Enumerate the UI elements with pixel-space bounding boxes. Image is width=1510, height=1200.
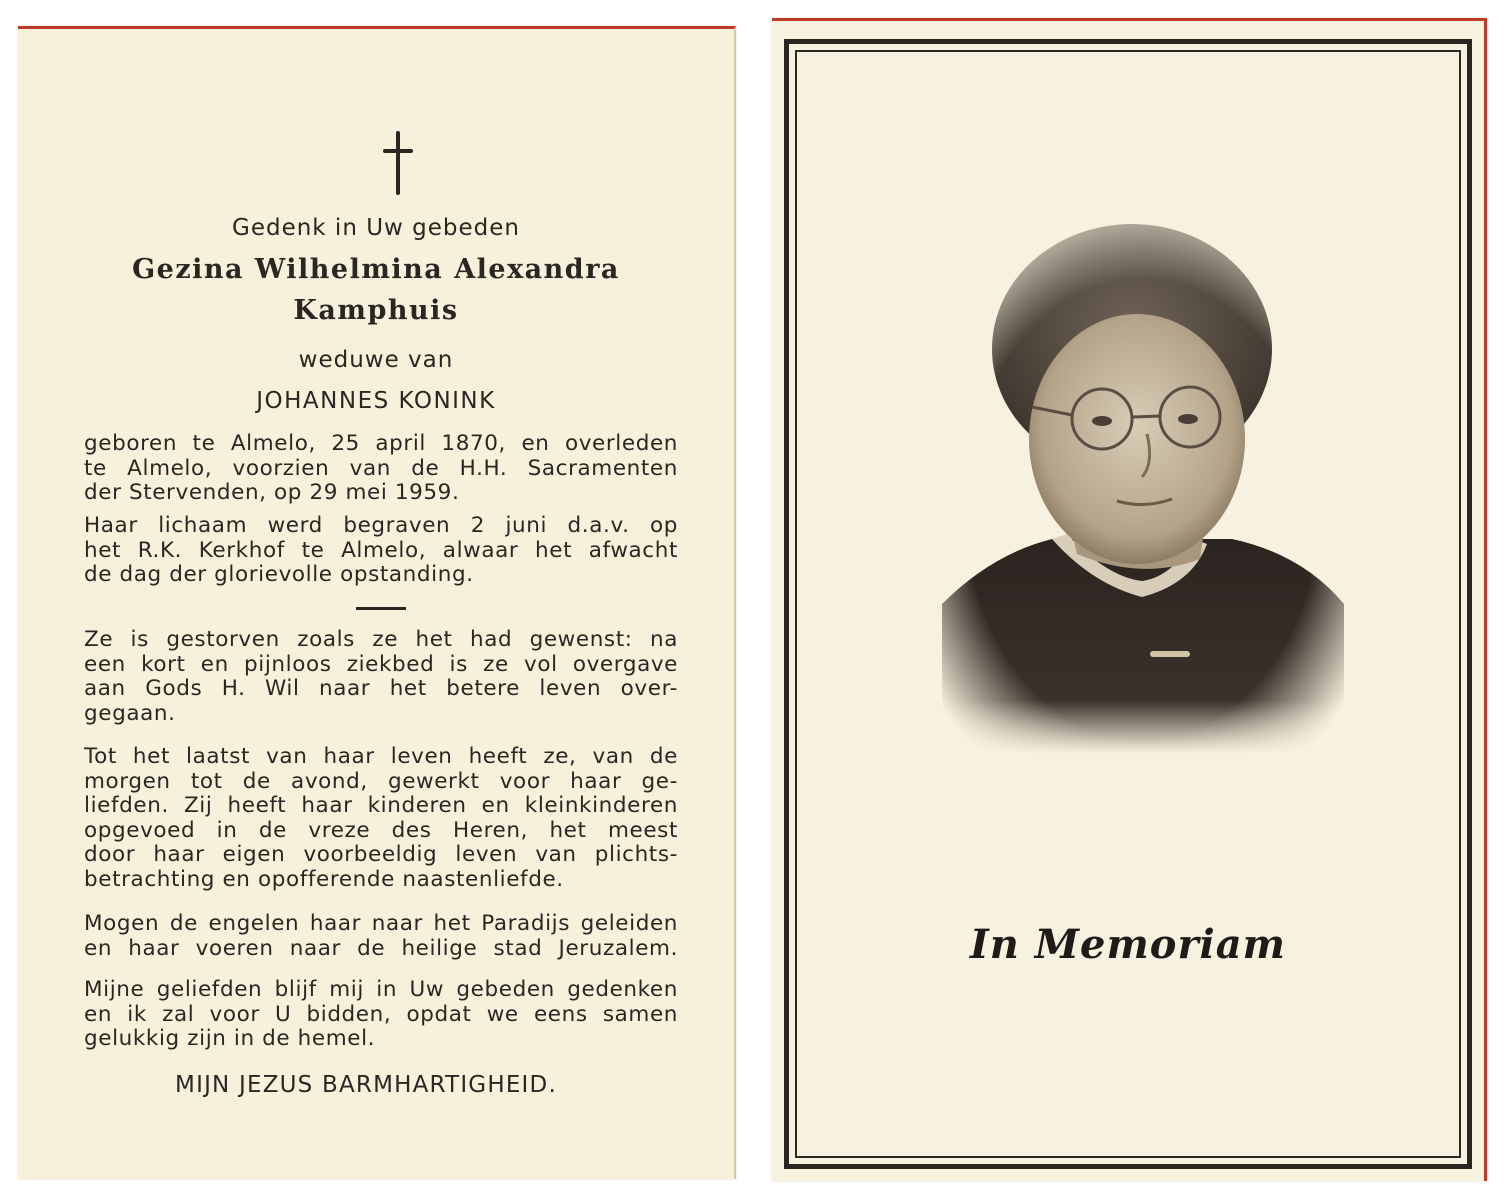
text-line: Mijne geliefden blijf mij in Uw gebeden gedenken: [84, 977, 678, 1002]
birth-death-paragraph: [84, 432, 678, 506]
text-line: aan Gods H. Wil naar het betere leven over-: [84, 676, 678, 701]
text-line: te Almelo, voorzien van de H.H. Sacramenten: [84, 455, 678, 481]
text-line: de dag der glorievolle opstanding.: [84, 562, 474, 587]
angels-paragraph: [84, 912, 678, 961]
text-line: en haar voeren naar de heilige stad Jeruzalem.: [84, 935, 678, 961]
burial-paragraph: [84, 514, 678, 588]
text-line: Haar lichaam werd begraven 2 juni d.a.v. op: [84, 513, 678, 538]
portrait-photo: [932, 209, 1352, 754]
text-line: Ze is gestorven zoals ze het had gewenst: na: [84, 627, 678, 652]
spouse-name: JOHANNES KONINK: [256, 388, 496, 414]
text-line: gelukkig zijn in de hemel.: [84, 1026, 376, 1051]
text-line: opgevoed in de vreze des Heren, het meest: [84, 817, 678, 843]
deceased-name-line1: Gezina Wilhelmina Alexandra: [132, 254, 620, 285]
text-line: liefden. Zij heeft haar kinderen en kleinkinderen: [84, 793, 678, 818]
memorial-card-text-side: [18, 26, 736, 1179]
text-line: der Stervenden, op 29 mei 1959.: [84, 480, 460, 505]
text-line: betrachting en opofferende naastenliefde.: [84, 866, 564, 892]
text-line: gegaan.: [84, 700, 176, 726]
divider: [356, 607, 406, 610]
deceased-name-line2: Kamphuis: [293, 295, 459, 326]
memorial-card-photo-side: [772, 18, 1487, 1181]
text-line: Mogen de engelen haar naar het Paradijs geleiden: [84, 911, 678, 936]
closing-invocation: MIJN JEZUS BARMHARTIGHEID.: [175, 1072, 557, 1098]
life-paragraph: [84, 745, 678, 892]
prayer-paragraph: [84, 978, 678, 1052]
text-line: een kort en pijnloos ziekbed is ze vol overgave: [84, 651, 678, 677]
in-memoriam-title: In Memoriam: [970, 921, 1286, 968]
text-line: het R.K. Kerkhof te Almelo, alwaar het afwacht: [84, 537, 678, 563]
text-line: geboren te Almelo, 25 april 1870, en overleden: [84, 431, 678, 456]
text-line: morgen tot de avond, gewerkt voor haar ge-: [84, 768, 678, 794]
text-line: Tot het laatst van haar leven heeft ze, van de: [84, 744, 678, 769]
text-line: en ik zal voor U bidden, opdat we eens samen: [84, 1001, 678, 1027]
passing-paragraph: [84, 628, 678, 726]
prayer-heading: Gedenk in Uw gebeden: [232, 215, 520, 241]
text-line: door haar eigen voorbeeldig leven van plichts-: [84, 842, 678, 867]
relation-text: weduwe van: [298, 347, 454, 373]
cross-icon: [383, 131, 413, 195]
